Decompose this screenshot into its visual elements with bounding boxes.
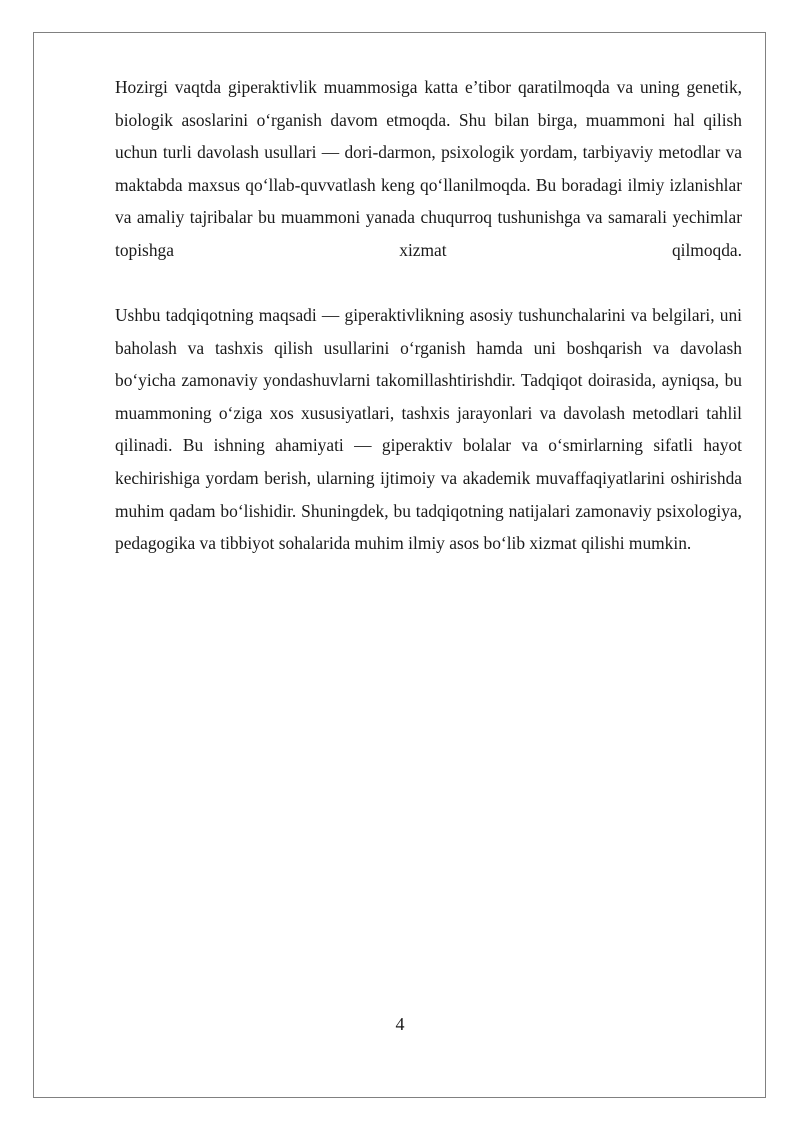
paragraph-research-goal: Ushbu tadqiqotning maqsadi — giperaktivlikning asosiy tushunchalarini va belgilari, uni baholash va tashxis qilish usullarini o‘rganish hamda uni boshqarish va davolash bo‘yicha zamonaviy yondashuvlarni takomillashtirishdir. Tadqiqot doirasida, ayniqsa, bu muammoning o‘ziga xos xususiyatlari, tashxis jarayonlari va davolash metodlari tahlil qilinadi. Bu ishning ahamiyati — giperaktiv bolalar va o‘smirlarning sifatli hayot kechirishiga yordam berish, ularning ijtimoiy va akademik muvaffaqiyatlarini oshirishda muhim qadam bo‘lishidir. Shuningdek, bu tadqiqotning natijalari zamonaviy psixologiya, pedagogika va tibbiyot sohalarida muhim ilmiy asos bo‘lib xizmat qilishi mumkin. xyxy=(115,305,742,554)
paragraph-intro: Hozirgi vaqtda giperaktivlik muammosiga katta e’tibor qaratilmoqda va uning genetik, biologik asoslarini o‘rganish davom etmoqda. Shu bilan birga, muammoni hal qilish uchun turli davolash usullari — dori-darmon, psixologik yordam, tarbiyaviy metodlar va maktabda maxsus qo‘llab-quvvatlash keng qo‘llanilmoqda. Bu boradagi ilmiy izlanishlar va amaliy tajribalar bu muammoni yanada chuqurroq tushunishga va samarali yechimlar topishga xizmat qilmoqda. xyxy=(115,77,742,260)
page-number: 4 xyxy=(395,1014,405,1034)
